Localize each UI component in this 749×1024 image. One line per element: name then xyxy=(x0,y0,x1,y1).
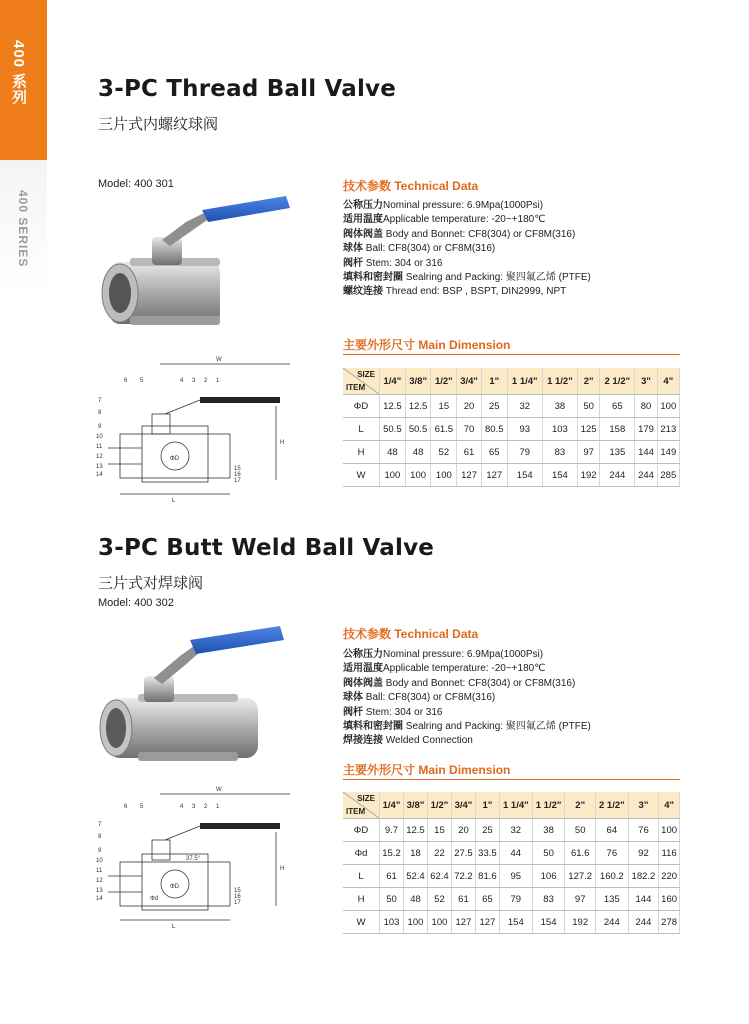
product-2-title: 3-PC Butt Weld Ball Valve xyxy=(98,535,435,561)
svg-text:4: 4 xyxy=(180,378,184,384)
table-cell: 220 xyxy=(659,865,680,888)
table-cell: 160.2 xyxy=(595,865,628,888)
table-cell: 154 xyxy=(542,464,577,487)
table-cell: 50 xyxy=(380,888,404,911)
spec-item: 焊接连接 Welded Connection xyxy=(343,735,473,747)
table-cell: 38 xyxy=(542,395,577,418)
spec-item: 填料和密封圈 Sealring and Packing: 聚四氟乙烯 (PTFE) xyxy=(343,721,591,733)
svg-text:6: 6 xyxy=(124,804,128,810)
table-header-cell: 1 1/4" xyxy=(499,792,532,819)
svg-text:H: H xyxy=(280,440,285,446)
table-cell: 44 xyxy=(499,842,532,865)
svg-text:ΦD: ΦD xyxy=(170,456,180,462)
svg-text:17: 17 xyxy=(234,900,241,906)
table-header-cell: 1/4" xyxy=(380,792,404,819)
table-cell: 100 xyxy=(403,911,427,934)
product-1-photo xyxy=(90,192,300,342)
svg-text:2: 2 xyxy=(204,378,208,384)
spec-item: 适用温度Applicable temperature: -20~+180℃ xyxy=(343,663,546,675)
table-cell: 127.2 xyxy=(565,865,595,888)
table-cell: 32 xyxy=(507,395,542,418)
svg-text:5: 5 xyxy=(140,378,144,384)
table-row xyxy=(343,418,680,441)
table-cell: 61 xyxy=(451,888,475,911)
svg-text:13: 13 xyxy=(96,888,103,894)
table-header-cell: 2" xyxy=(565,792,595,819)
product-2-dim-heading xyxy=(343,761,510,778)
table-header-cell: 3" xyxy=(628,792,658,819)
svg-text:L: L xyxy=(172,924,176,930)
svg-text:3: 3 xyxy=(192,804,196,810)
svg-text:8: 8 xyxy=(98,410,102,416)
product-1-title: 3-PC Thread Ball Valve xyxy=(98,76,397,102)
table-cell: 48 xyxy=(380,441,406,464)
table-cell: 100 xyxy=(405,464,431,487)
product-2-photo xyxy=(90,618,300,778)
table-cell: 97 xyxy=(565,888,595,911)
svg-text:11: 11 xyxy=(96,868,103,874)
product-1-dim-heading xyxy=(343,336,510,353)
table-cell: 144 xyxy=(628,888,658,911)
table-cell: 213 xyxy=(657,418,679,441)
row-label: ΦD xyxy=(343,395,380,418)
table-cell: 27.5 xyxy=(451,842,475,865)
svg-text:14: 14 xyxy=(96,896,103,902)
table-header-cell: 1/2" xyxy=(431,368,457,395)
table-cell: 70 xyxy=(457,418,482,441)
table-cell: 127 xyxy=(457,464,482,487)
svg-text:4: 4 xyxy=(180,804,184,810)
table-header-cell: 1 1/2" xyxy=(542,368,577,395)
table-cell: 52 xyxy=(427,888,451,911)
svg-text:1: 1 xyxy=(216,378,220,384)
table-cell: 244 xyxy=(628,911,658,934)
table-cell: 50 xyxy=(577,395,599,418)
table-cell: 61.6 xyxy=(565,842,595,865)
table-cell: 144 xyxy=(635,441,657,464)
table-cell: 116 xyxy=(659,842,680,865)
dim-heading-cn: 主要外形尺寸 xyxy=(343,763,416,777)
product-2-dimension-table xyxy=(343,792,680,934)
table-cell: 179 xyxy=(635,418,657,441)
table-cell: 192 xyxy=(577,464,599,487)
table-cell: 61 xyxy=(457,441,482,464)
table-cell: 93 xyxy=(507,418,542,441)
table-cell: 64 xyxy=(595,819,628,842)
product-2-model: Model: 400 302 xyxy=(98,597,174,609)
spec-item: 阀体阀盖 Body and Bonnet: CF8(304) or CF8M(316) xyxy=(343,228,576,240)
table-header-cell: 3/4" xyxy=(451,792,475,819)
svg-text:16: 16 xyxy=(234,894,241,900)
table-cell: 25 xyxy=(475,819,499,842)
table-cell: 158 xyxy=(600,418,635,441)
table-row xyxy=(343,395,680,418)
table-cell: 61.5 xyxy=(431,418,457,441)
row-label: Φd xyxy=(343,842,380,865)
svg-text:5: 5 xyxy=(140,804,144,810)
table-cell: 106 xyxy=(532,865,565,888)
table-cell: 95 xyxy=(499,865,532,888)
tech-heading-en: Technical Data xyxy=(394,179,479,193)
table-cell: 65 xyxy=(475,888,499,911)
spec-item: 阀杆 Stem: 304 or 316 xyxy=(343,257,443,269)
dim-heading-rule xyxy=(343,779,680,780)
table-cell: 100 xyxy=(659,819,680,842)
svg-text:7: 7 xyxy=(98,822,102,828)
spec-item: 球体 Ball: CF8(304) or CF8M(316) xyxy=(343,692,496,704)
table-cell: 80 xyxy=(635,395,657,418)
product-2-tech-heading xyxy=(343,625,478,642)
table-row xyxy=(343,464,680,487)
table-row xyxy=(343,441,680,464)
series-tab-label: 400 系列 xyxy=(10,40,27,106)
product-2-subtitle: 三片式对焊球阀 xyxy=(98,575,204,592)
table-cell: 50 xyxy=(532,842,565,865)
svg-text:7: 7 xyxy=(98,398,102,404)
table-cell: 182.2 xyxy=(628,865,658,888)
table-cell: 65 xyxy=(481,441,507,464)
svg-text:10: 10 xyxy=(96,434,103,440)
table-cell: 38 xyxy=(532,819,565,842)
corner-size-label: SIZE xyxy=(357,370,375,379)
table-cell: 100 xyxy=(431,464,457,487)
corner-size-label: SIZE xyxy=(357,794,375,803)
table-cell: 25 xyxy=(481,395,507,418)
svg-text:14: 14 xyxy=(96,472,103,478)
table-cell: 76 xyxy=(595,842,628,865)
tech-heading-en: Technical Data xyxy=(394,627,479,641)
table-cell: 154 xyxy=(532,911,565,934)
row-label: L xyxy=(343,418,380,441)
table-cell: 20 xyxy=(451,819,475,842)
spec-item: 球体 Ball: CF8(304) or CF8M(316) xyxy=(343,243,496,255)
svg-text:16: 16 xyxy=(234,472,241,478)
table-header-cell: 1 1/4" xyxy=(507,368,542,395)
svg-text:10: 10 xyxy=(96,858,103,864)
svg-text:1: 1 xyxy=(216,804,220,810)
table-cell: 15 xyxy=(427,819,451,842)
table-header-cell: 1 1/2" xyxy=(532,792,565,819)
table-row xyxy=(343,911,680,934)
row-label: H xyxy=(343,441,380,464)
table-cell: 125 xyxy=(577,418,599,441)
table-header-row xyxy=(343,792,680,819)
svg-text:9: 9 xyxy=(98,848,102,854)
table-header-row xyxy=(343,368,680,395)
svg-text:8: 8 xyxy=(98,834,102,840)
table-row xyxy=(343,842,680,865)
table-cell: 22 xyxy=(427,842,451,865)
svg-text:Φd: Φd xyxy=(150,896,159,902)
table-cell: 244 xyxy=(595,911,628,934)
row-label: W xyxy=(343,464,380,487)
table-cell: 127 xyxy=(451,911,475,934)
svg-text:W: W xyxy=(216,357,222,363)
table-header-cell: 1" xyxy=(475,792,499,819)
table-cell: 135 xyxy=(595,888,628,911)
table-cell: 52 xyxy=(431,441,457,464)
table-cell: 76 xyxy=(628,819,658,842)
svg-text:2: 2 xyxy=(204,804,208,810)
table-cell: 12.5 xyxy=(405,395,431,418)
spec-item: 公称压力Nominal pressure: 6.9Mpa(1000Psi) xyxy=(343,649,544,660)
svg-text:6: 6 xyxy=(124,378,128,384)
table-cell: 97 xyxy=(577,441,599,464)
table-row xyxy=(343,888,680,911)
table-row xyxy=(343,819,680,842)
table-cell: 154 xyxy=(499,911,532,934)
table-cell: 48 xyxy=(405,441,431,464)
svg-text:15: 15 xyxy=(234,888,241,894)
table-header-cell: 2 1/2" xyxy=(595,792,628,819)
product-1-model: Model: 400 301 xyxy=(98,178,174,190)
product-1-drawing xyxy=(90,352,330,512)
svg-text:15: 15 xyxy=(234,466,241,472)
table-header-cell: 3/4" xyxy=(457,368,482,395)
dim-heading-en: Main Dimension xyxy=(418,338,511,352)
table-header-cell: 1/4" xyxy=(380,368,406,395)
table-header-cell: 4" xyxy=(659,792,680,819)
product-2-drawing xyxy=(90,782,330,932)
table-cell: 92 xyxy=(628,842,658,865)
table-corner-cell xyxy=(343,792,380,819)
table-cell: 32 xyxy=(499,819,532,842)
table-header-cell: 3/8" xyxy=(403,792,427,819)
svg-text:9: 9 xyxy=(98,424,102,430)
spec-item: 填料和密封圈 Sealring and Packing: 聚四氟乙烯 (PTFE) xyxy=(343,272,591,284)
table-cell: 149 xyxy=(657,441,679,464)
series-tab xyxy=(0,0,47,160)
table-cell: 160 xyxy=(659,888,680,911)
table-cell: 100 xyxy=(380,464,406,487)
table-corner-cell xyxy=(343,368,380,395)
table-cell: 33.5 xyxy=(475,842,499,865)
table-header-cell: 1/2" xyxy=(427,792,451,819)
dim-heading-cn: 主要外形尺寸 xyxy=(343,338,416,352)
svg-text:12: 12 xyxy=(96,454,103,460)
table-cell: 12.5 xyxy=(380,395,406,418)
series-side-label: 400 SERIES xyxy=(16,190,30,268)
svg-text:H: H xyxy=(280,866,285,872)
table-cell: 62.4 xyxy=(427,865,451,888)
table-cell: 9.7 xyxy=(380,819,404,842)
table-cell: 83 xyxy=(532,888,565,911)
table-cell: 50.5 xyxy=(380,418,406,441)
corner-item-label: ITEM xyxy=(346,383,366,392)
svg-text:37.5°: 37.5° xyxy=(186,856,201,862)
product-1-subtitle: 三片式内螺纹球阀 xyxy=(98,116,219,133)
svg-text:11: 11 xyxy=(96,444,103,450)
table-header-cell: 1" xyxy=(481,368,507,395)
product-1-dimension-table xyxy=(343,368,680,487)
table-cell: 61 xyxy=(380,865,404,888)
table-header-cell: 4" xyxy=(657,368,679,395)
table-cell: 50.5 xyxy=(405,418,431,441)
product-1-spec-list xyxy=(343,199,591,300)
table-cell: 50 xyxy=(565,819,595,842)
spec-item: 螺纹连接 Thread end: BSP , BSPT, DIN2999, NPT xyxy=(343,286,567,298)
svg-text:12: 12 xyxy=(96,878,103,884)
table-cell: 20 xyxy=(457,395,482,418)
table-cell: 100 xyxy=(657,395,679,418)
table-cell: 48 xyxy=(403,888,427,911)
table-cell: 83 xyxy=(542,441,577,464)
table-cell: 72.2 xyxy=(451,865,475,888)
spec-item: 阀杆 Stem: 304 or 316 xyxy=(343,706,443,718)
product-2-spec-list xyxy=(343,648,591,749)
svg-text:ΦD: ΦD xyxy=(170,884,180,890)
row-label: ΦD xyxy=(343,819,380,842)
table-header-cell: 3/8" xyxy=(405,368,431,395)
tech-heading-cn: 技术参数 xyxy=(343,179,392,193)
table-cell: 79 xyxy=(499,888,532,911)
table-cell: 15 xyxy=(431,395,457,418)
table-cell: 244 xyxy=(600,464,635,487)
table-cell: 103 xyxy=(542,418,577,441)
svg-text:L: L xyxy=(172,498,176,504)
table-row xyxy=(343,865,680,888)
table-header-cell: 3" xyxy=(635,368,657,395)
table-cell: 154 xyxy=(507,464,542,487)
table-cell: 65 xyxy=(600,395,635,418)
table-cell: 127 xyxy=(475,911,499,934)
table-cell: 278 xyxy=(659,911,680,934)
dim-heading-rule xyxy=(343,354,680,355)
product-1-tech-heading xyxy=(343,177,478,194)
table-header-cell: 2" xyxy=(577,368,599,395)
row-label: H xyxy=(343,888,380,911)
table-cell: 192 xyxy=(565,911,595,934)
svg-text:W: W xyxy=(216,787,222,793)
table-cell: 79 xyxy=(507,441,542,464)
table-cell: 103 xyxy=(380,911,404,934)
table-cell: 12.5 xyxy=(403,819,427,842)
table-cell: 244 xyxy=(635,464,657,487)
table-cell: 127 xyxy=(481,464,507,487)
spec-item: 公称压力Nominal pressure: 6.9Mpa(1000Psi) xyxy=(343,200,544,211)
tech-heading-cn: 技术参数 xyxy=(343,627,392,641)
svg-text:17: 17 xyxy=(234,478,241,484)
table-cell: 81.6 xyxy=(475,865,499,888)
row-label: W xyxy=(343,911,380,934)
table-cell: 285 xyxy=(657,464,679,487)
table-cell: 18 xyxy=(403,842,427,865)
svg-text:13: 13 xyxy=(96,464,103,470)
spec-item: 阀体阀盖 Body and Bonnet: CF8(304) or CF8M(316) xyxy=(343,677,576,689)
spec-item: 适用温度Applicable temperature: -20~+180℃ xyxy=(343,214,546,226)
table-cell: 135 xyxy=(600,441,635,464)
table-cell: 80.5 xyxy=(481,418,507,441)
dim-heading-en: Main Dimension xyxy=(418,763,511,777)
svg-text:3: 3 xyxy=(192,378,196,384)
corner-item-label: ITEM xyxy=(346,807,366,816)
table-cell: 52.4 xyxy=(403,865,427,888)
table-cell: 100 xyxy=(427,911,451,934)
table-cell: 15.2 xyxy=(380,842,404,865)
table-header-cell: 2 1/2" xyxy=(600,368,635,395)
row-label: L xyxy=(343,865,380,888)
